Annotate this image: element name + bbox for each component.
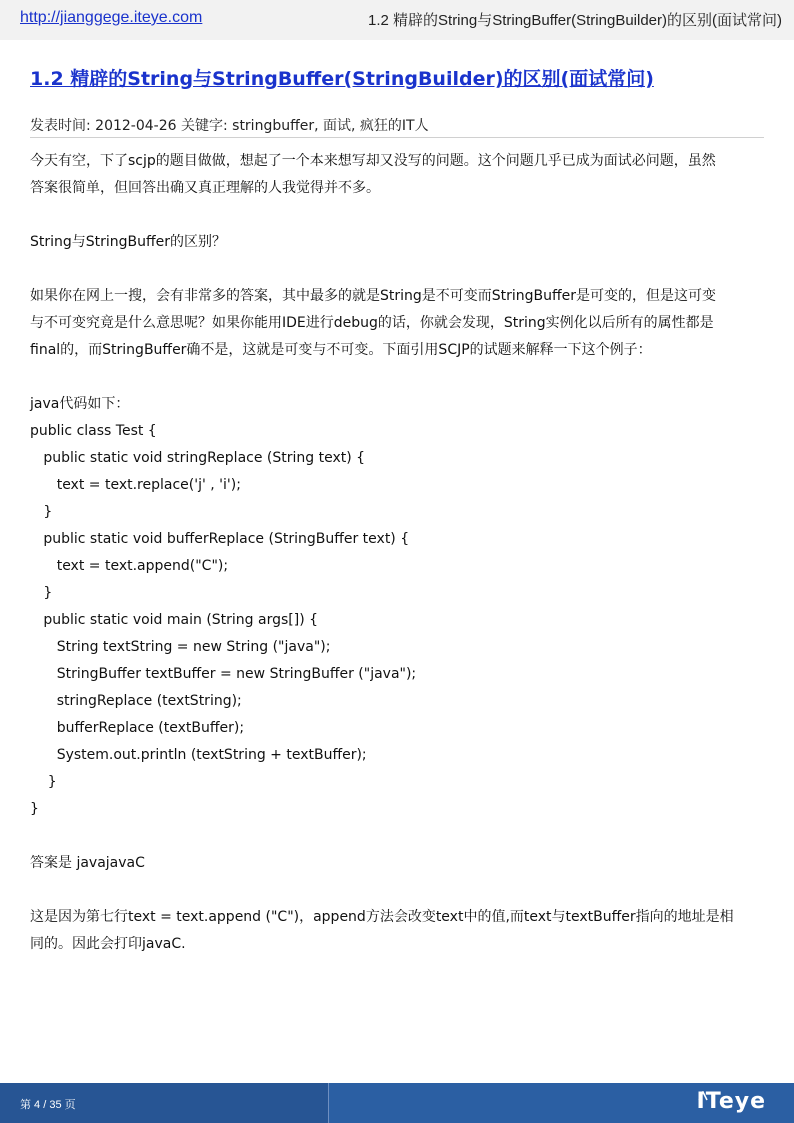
code-line: public static void bufferReplace (StringBuffer text) {	[30, 531, 410, 547]
article-body	[30, 148, 770, 958]
paragraph-line: 如果你在网上一搜，会有非常多的答案，其中最多的就是String是不可变而StringBuffer是可变的，但是这可变	[30, 288, 717, 304]
header-title: 1.2 精辟的String与StringBuffer(StringBuilder)的区别(面试常问)	[368, 12, 782, 29]
article-title-link[interactable]: 1.2 精辟的String与StringBuffer(StringBuilder)的区别(面试常问)	[30, 68, 654, 90]
page-footer	[0, 1083, 794, 1123]
paragraph-line: 这是因为第七行text = text.append ("C")，append方法会改变text中的值,而text与textBuffer指向的地址是相	[30, 909, 734, 925]
code-line: }	[30, 585, 53, 601]
page-header	[0, 0, 794, 40]
code-line: }	[30, 504, 53, 520]
site-link[interactable]: http://jianggege.iteye.com	[20, 9, 203, 26]
answer-line: 答案是 javajavaC	[30, 855, 145, 871]
code-line: text = text.replace('j' , 'i');	[30, 477, 241, 493]
page-number: 第 4 / 35 页	[20, 1099, 76, 1111]
code-line: public static void stringReplace (String text) {	[30, 450, 366, 466]
paragraph-line: 今天有空，下了scjp的题目做做，想起了一个本来想写却又没写的问题。这个问题几乎已成为面试必问题，虽然	[30, 153, 716, 169]
paragraph-line: 同的。因此会打印javaC.	[30, 936, 186, 952]
code-block	[30, 418, 770, 823]
code-intro: java代码如下：	[30, 396, 130, 412]
paragraph-line: 答案很简单，但回答出确又真正理解的人我觉得并不多。	[30, 180, 380, 196]
paragraph-line: String与StringBuffer的区别？	[30, 234, 227, 250]
article-meta: 发表时间: 2012-04-26 关键字: stringbuffer, 面试, 疯狂的IT人	[30, 118, 429, 134]
iteye-logo: ITeye	[696, 1089, 766, 1114]
code-line: }	[30, 774, 57, 790]
code-line: public static void main (String args[]) {	[30, 612, 319, 628]
paragraph-line: final的，而StringBuffer确不是，这就是可变与不可变。下面引用SCJP的试题来解释一下这个例子：	[30, 342, 652, 358]
code-line: bufferReplace (textBuffer);	[30, 720, 245, 736]
code-line: StringBuffer textBuffer = new StringBuffer ("java");	[30, 666, 417, 682]
divider	[30, 137, 764, 138]
code-line: String textString = new String ("java");	[30, 639, 331, 655]
footer-left-panel	[0, 1083, 329, 1123]
code-line: System.out.println (textString + textBuffer);	[30, 747, 367, 763]
paragraph-line: 与不可变究竟是什么意思呢？如果你能用IDE进行debug的话，你就会发现，String实例化以后所有的属性都是	[30, 315, 714, 331]
code-line: public class Test {	[30, 423, 157, 439]
code-line: stringReplace (textString);	[30, 693, 242, 709]
code-line: text = text.append("C");	[30, 558, 229, 574]
code-line: }	[30, 801, 39, 817]
